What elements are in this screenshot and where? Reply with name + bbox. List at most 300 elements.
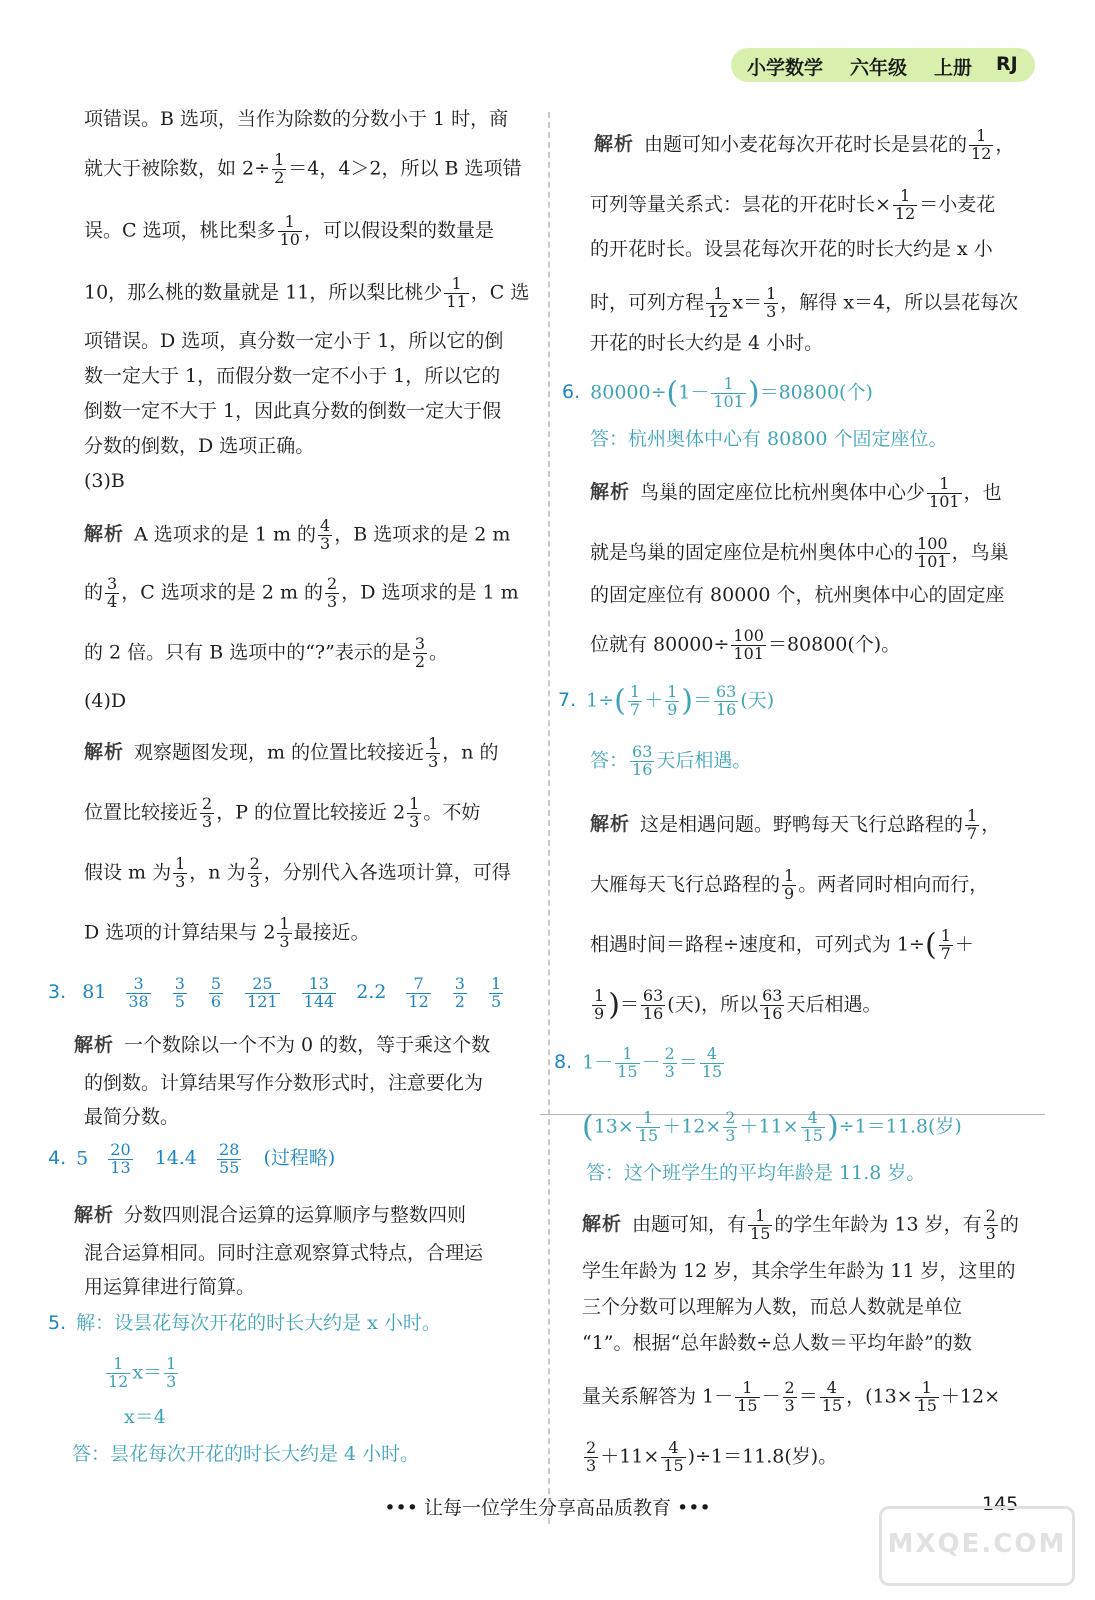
denominator: 38 <box>128 991 149 1011</box>
numerator: 1 <box>784 866 795 885</box>
text: ＋ <box>954 933 974 956</box>
text: 答： <box>590 749 629 772</box>
text: ， <box>995 133 1015 156</box>
text: 。两者同时相向而行， <box>798 873 989 896</box>
q5-line-1 <box>48 1314 441 1333</box>
numerator: 1 <box>735 1380 759 1398</box>
text: ＝ <box>619 993 639 1016</box>
question-number: 8. <box>554 1051 573 1074</box>
numerator: 1 <box>706 286 730 304</box>
q8-explanation-4: “1”。根据“总年龄数÷总人数＝平均年龄”的数 <box>582 1332 972 1354</box>
denominator: 3 <box>202 811 213 831</box>
denominator: 5 <box>490 991 502 1011</box>
question-number: 4. <box>48 1147 67 1170</box>
text: 分数四则混合运算的运算顺序与整数四则 <box>124 1204 467 1226</box>
fraction <box>723 1110 737 1145</box>
analysis-tag: 解析 <box>590 813 631 836</box>
denominator: 5 <box>174 991 185 1011</box>
numerator: 1 <box>594 986 605 1005</box>
denominator: 3 <box>279 931 290 951</box>
text: 就大于被除数，如 2÷ <box>84 157 271 180</box>
text: D 选项的计算结果与 2 <box>84 921 276 944</box>
numerator: 20 <box>110 1140 131 1159</box>
fraction <box>782 868 796 903</box>
answer-note: (过程略) <box>263 1147 336 1170</box>
q3-explanation-1 <box>74 1036 490 1055</box>
denominator: 2 <box>414 651 426 671</box>
paren: ( <box>614 683 626 719</box>
paren: ) <box>747 375 760 411</box>
denominator: 15 <box>750 1223 771 1243</box>
q8-explanation-3: 三个分数可以理解为人数，而总人数就是单位 <box>582 1296 963 1318</box>
column-divider <box>548 112 550 1524</box>
q3-answers <box>82 974 523 1011</box>
q3-answer-item <box>243 974 282 1011</box>
text: ，解得 x＝4，所以昙花每次 <box>780 291 1019 314</box>
text: 。不妨 <box>423 801 481 824</box>
page-number: 145 <box>982 1493 1019 1515</box>
fraction <box>413 636 427 671</box>
numerator: 4 <box>820 1380 844 1398</box>
left-line-3 <box>84 214 494 249</box>
left-line-17 <box>84 916 370 951</box>
numerator: 1 <box>667 682 678 701</box>
numerator: 4 <box>320 516 331 535</box>
numerator: 2 <box>327 574 338 593</box>
denominator: 3 <box>166 1371 177 1391</box>
right-line-4 <box>590 286 1018 321</box>
analysis-tag: 解析 <box>84 523 125 546</box>
fraction <box>325 576 339 611</box>
numerator: 1 <box>629 682 641 701</box>
numerator: 1 <box>893 188 917 206</box>
fraction <box>106 1356 130 1391</box>
fraction <box>628 684 642 719</box>
q3-answer-item <box>487 974 505 1011</box>
text: ＝小麦花 <box>919 193 996 216</box>
q8-explanation-1 <box>582 1208 1019 1243</box>
numerator: 100 <box>917 534 948 553</box>
q3-answer-item: 81 <box>82 981 107 1004</box>
fraction <box>731 628 766 663</box>
fraction <box>105 576 119 611</box>
question-number: 7. <box>558 689 577 712</box>
denominator: 15 <box>737 1395 758 1415</box>
text: 最接近。 <box>293 921 370 944</box>
text: 的 <box>84 581 104 604</box>
numerator: 4 <box>801 1110 825 1128</box>
numerator: 1 <box>278 214 302 232</box>
denominator: 13 <box>110 1157 131 1177</box>
text: 位就有 80000÷ <box>590 633 730 656</box>
numerator: 1 <box>636 1110 660 1128</box>
left-line-1: 项错误。B 选项，当作为除数的分数小于 1 时，商 <box>84 108 509 130</box>
q8-equation-1 <box>554 1046 726 1081</box>
numerator: 2 <box>664 1044 675 1063</box>
numerator: 2 <box>725 1108 736 1127</box>
numerator: 13 <box>302 976 337 994</box>
denominator: 10 <box>279 229 300 249</box>
numerator: 1 <box>274 150 285 169</box>
q4-explanation-3: 用运算律进行简算。 <box>84 1276 256 1298</box>
numerator: 2 <box>784 1378 795 1397</box>
text: 天后相遇。 <box>786 993 882 1016</box>
left-line-10 <box>84 518 510 553</box>
denominator: 16 <box>632 759 653 779</box>
text: ，也 <box>963 481 1002 504</box>
q7-answer <box>590 744 751 779</box>
header-badge <box>731 48 1035 82</box>
fraction <box>318 518 332 553</box>
numerator: 63 <box>762 986 783 1005</box>
text: 解：设昙花每次开花的时长大约是 x 小时。 <box>76 1312 441 1334</box>
q5-solution: x＝4 <box>124 1406 166 1428</box>
numerator: 2 <box>249 854 260 873</box>
numerator: 1 <box>915 1380 939 1398</box>
q8-explanation-6 <box>582 1440 837 1475</box>
q8-explanation-2: 学生年龄为 12 岁，其余学生年龄为 11 岁，这里的 <box>582 1260 1016 1282</box>
left-line-2 <box>84 152 522 187</box>
fraction <box>426 736 440 771</box>
fraction <box>272 152 286 187</box>
paren: ) <box>608 987 620 1023</box>
denominator: 15 <box>701 1061 723 1081</box>
fraction <box>969 128 993 163</box>
text: ＋12× <box>662 1115 722 1138</box>
numerator: 1 <box>969 128 993 146</box>
q7-explanation-3 <box>590 928 974 963</box>
text: 80000÷ <box>590 381 667 404</box>
fraction <box>584 1440 598 1475</box>
text: ＋ <box>644 689 664 712</box>
text: (天)，所以 <box>667 993 759 1016</box>
text: 1－ <box>582 1051 614 1074</box>
denominator: 3 <box>985 1223 996 1243</box>
denominator: 9 <box>784 883 795 903</box>
numerator: 1 <box>428 734 439 753</box>
denominator: 3 <box>586 1455 597 1475</box>
paren: ( <box>924 927 937 963</box>
analysis-tag: 解析 <box>84 741 125 764</box>
left-line-6: 数一定大于 1，而假分数一定不小于 1，所以它的 <box>84 365 501 387</box>
paren: ( <box>582 1109 594 1145</box>
denominator: 101 <box>713 391 744 411</box>
text: ，(13× <box>846 1385 913 1408</box>
text: ，C 选项求的是 2 m 的 <box>121 581 324 604</box>
analysis-tag: 解析 <box>590 481 631 504</box>
q8-explanation-5 <box>582 1380 1000 1415</box>
q8-equation-2 <box>582 1110 962 1145</box>
text: ＋12× <box>940 1385 1001 1408</box>
denominator: 3 <box>766 301 777 321</box>
paren: ) <box>826 1109 839 1145</box>
header-grade: 六年级 <box>850 57 908 79</box>
fraction <box>706 286 730 321</box>
text: ，鸟巢 <box>951 541 1009 564</box>
numerator: 1 <box>175 854 186 873</box>
denominator: 15 <box>663 1455 684 1475</box>
denominator: 3 <box>409 811 420 831</box>
denominator: 9 <box>594 1003 605 1023</box>
fraction <box>444 276 468 311</box>
text: ，C 选 <box>470 281 530 304</box>
text: ，n 的 <box>442 741 499 764</box>
left-line-8: 分数的倒数，D 选项正确。 <box>84 435 315 457</box>
text: 由题可知小麦花每次开花时长是昙花的 <box>644 133 968 156</box>
denominator: 12 <box>708 301 729 321</box>
question-number: 5. <box>48 1312 67 1334</box>
denominator: 15 <box>802 1125 823 1145</box>
q6-explanation-1 <box>590 476 1002 511</box>
fraction <box>665 684 679 719</box>
numerator: 1 <box>967 806 978 825</box>
denominator: 12 <box>408 991 429 1011</box>
denominator: 4 <box>107 591 118 611</box>
left-line-12 <box>84 636 448 671</box>
denominator: 16 <box>762 1003 783 1023</box>
text: 由题可知，有 <box>632 1213 747 1236</box>
fraction <box>277 916 291 951</box>
fraction <box>126 976 150 1011</box>
q4-answer-line <box>48 1142 335 1177</box>
q3-answer-item <box>404 974 432 1011</box>
fraction <box>217 1142 241 1177</box>
denominator: 3 <box>428 751 439 771</box>
text: 观察题图发现，m 的位置比较接近 <box>134 741 425 764</box>
text: 。 <box>429 641 449 664</box>
numerator: 3 <box>454 974 465 993</box>
fraction <box>453 976 467 1011</box>
q3-answer-item <box>300 974 339 1011</box>
numerator: 1 <box>711 376 746 394</box>
numerator: 1 <box>409 794 420 813</box>
q6-explanation-2 <box>590 536 1009 571</box>
denominator: 9 <box>667 699 678 719</box>
question-number: 6. <box>562 381 581 404</box>
denominator: 3 <box>784 1395 795 1415</box>
text: 相遇时间＝路程÷速度和，可列式为 1÷ <box>590 933 925 956</box>
fraction <box>748 1208 772 1243</box>
left-line-15 <box>84 796 480 831</box>
numerator: 3 <box>174 974 185 993</box>
fraction <box>641 988 665 1023</box>
denominator: 3 <box>327 591 338 611</box>
numerator: 63 <box>716 682 737 701</box>
fraction <box>711 376 746 411</box>
denominator: 121 <box>247 991 278 1011</box>
denominator: 7 <box>967 823 978 843</box>
fraction <box>735 1380 759 1415</box>
denominator: 101 <box>733 643 764 663</box>
left-line-4 <box>84 276 529 311</box>
text: ＋11× <box>739 1115 799 1138</box>
text: ＝4，4＞2，所以 B 选项错 <box>288 157 522 180</box>
watermark-logo: MXQE.COM <box>879 1506 1075 1586</box>
q7-explanation-4 <box>590 988 881 1023</box>
fraction <box>302 976 337 1011</box>
header-subject: 小学数学 <box>747 57 824 79</box>
fraction <box>764 286 778 321</box>
fraction <box>278 214 302 249</box>
numerator: 63 <box>632 742 653 761</box>
denominator: 16 <box>716 699 737 719</box>
fraction <box>636 1110 660 1145</box>
q5-answer: 答：昙花每次开花的时长大约是 4 小时。 <box>72 1443 420 1465</box>
numerator: 1 <box>106 1356 130 1374</box>
text: 1÷ <box>586 689 615 712</box>
numerator: 3 <box>414 634 426 653</box>
right-line-5: 开花的时长大约是 4 小时。 <box>590 332 824 354</box>
q3-explanation-2: 的倒数。计算结果写作分数形式时，注意要化为 <box>84 1072 484 1094</box>
analysis-tag: 解析 <box>594 133 635 156</box>
numerator: 1 <box>444 276 468 294</box>
q6-explanation-4 <box>590 628 900 663</box>
numerator: 1 <box>940 926 951 945</box>
numerator: 7 <box>406 976 430 994</box>
text: (天) <box>740 689 775 712</box>
fraction <box>663 1046 677 1081</box>
text: 可列等量关系式：昙花的开花时长× <box>590 193 891 216</box>
text: 1－ <box>678 381 710 404</box>
q3-answer-item <box>451 974 469 1011</box>
text: )÷1＝11.8(岁)。 <box>687 1445 838 1468</box>
numerator: 3 <box>126 976 150 994</box>
denominator: 12 <box>894 203 916 223</box>
text: A 选项求的是 1 m 的 <box>134 523 317 546</box>
fraction <box>248 856 262 891</box>
right-line-1 <box>594 128 1014 163</box>
denominator: 144 <box>303 991 335 1011</box>
text: 就是鸟巢的固定座位是杭州奥体中心的 <box>590 541 914 564</box>
numerator: 100 <box>733 626 764 645</box>
text: 鸟巢的固定座位比杭州奥体中心少 <box>640 481 926 504</box>
text: 的学生年龄为 13 岁，有 <box>774 1213 982 1236</box>
fraction <box>700 1046 724 1081</box>
fraction <box>965 808 979 843</box>
numerator: 63 <box>642 986 664 1005</box>
numerator: 1 <box>748 1208 772 1226</box>
q6-explanation-3: 的固定座位有 80000 个，杭州奥体中心的固定座 <box>590 584 1005 606</box>
q7-explanation-1 <box>590 808 1000 843</box>
text: ÷1＝11.8(岁) <box>838 1115 962 1138</box>
q5-equation <box>104 1356 180 1391</box>
denominator: 55 <box>219 1157 240 1177</box>
numerator: 2 <box>202 794 213 813</box>
fraction <box>630 744 654 779</box>
text: 的 2 倍。只有 B 选项中的“?”表示的是 <box>84 641 411 664</box>
denominator: 2 <box>274 167 285 187</box>
text: ，D 选项求的是 1 m <box>341 581 519 604</box>
text: 的 <box>999 1213 1019 1236</box>
denominator: 15 <box>637 1125 659 1145</box>
numerator: 4 <box>661 1440 685 1458</box>
denominator: 3 <box>664 1061 675 1081</box>
denominator: 3 <box>249 871 260 891</box>
text: ，分别代入各选项计算，可得 <box>263 861 511 884</box>
text: － <box>641 1051 661 1074</box>
numerator: 2 <box>985 1206 996 1225</box>
q7-explanation-2 <box>590 868 988 903</box>
fraction <box>592 988 606 1023</box>
answer: 14.4 <box>154 1147 197 1170</box>
fraction <box>820 1380 844 1415</box>
q7-equation <box>558 684 774 719</box>
text: 13× <box>593 1115 634 1138</box>
fraction <box>489 976 503 1011</box>
numerator: 1 <box>166 1354 177 1373</box>
right-line-3: 的开花时长。设昙花每次开花的时长大约是 x 小 <box>590 238 993 260</box>
denominator: 15 <box>916 1395 937 1415</box>
question-number: 3. <box>48 981 67 1004</box>
fraction <box>783 1380 797 1415</box>
text: ＝ <box>678 1051 698 1074</box>
text: 误。C 选项，桃比梨多 <box>84 219 276 242</box>
text: ＝ <box>692 689 712 712</box>
sub-answer-4: (4)D <box>84 690 127 712</box>
left-line-14 <box>84 736 499 771</box>
fraction <box>939 928 953 963</box>
numerator: 4 <box>700 1046 724 1064</box>
denominator: 6 <box>210 991 222 1011</box>
fraction <box>661 1440 685 1475</box>
numerator: 28 <box>219 1140 240 1159</box>
denominator: 3 <box>725 1125 736 1145</box>
fraction <box>173 856 187 891</box>
fraction <box>406 976 430 1011</box>
answer: 5 <box>76 1147 89 1170</box>
fraction <box>245 976 280 1011</box>
fraction <box>714 684 738 719</box>
text: 位置比较接近 <box>84 801 199 824</box>
left-line-5: 项错误。D 选项，真分数一定小于 1，所以它的倒 <box>84 330 504 352</box>
text: ＝80800(个)。 <box>767 633 901 656</box>
denominator: 2 <box>454 991 465 1011</box>
analysis-tag: 解析 <box>582 1213 623 1236</box>
right-line-2 <box>590 188 995 223</box>
text: ＋11× <box>600 1445 660 1468</box>
numerator: 1 <box>927 476 962 494</box>
q6-answer: 答：杭州奥体中心有 80800 个固定座位。 <box>590 428 948 450</box>
q8-answer: 答：这个班学生的平均年龄是 11.8 岁。 <box>586 1162 926 1184</box>
q3-answer-item <box>124 974 152 1011</box>
text: 大雁每天飞行总路程的 <box>590 873 781 896</box>
numerator: 2 <box>586 1438 597 1457</box>
denominator: 15 <box>617 1061 638 1081</box>
text: 10，那么桃的数量就是 11，所以梨比桃少 <box>84 281 443 304</box>
text: 量关系解答为 1－ <box>582 1385 734 1408</box>
paren: ( <box>666 375 679 411</box>
denominator: 3 <box>320 533 331 553</box>
denominator: 7 <box>940 943 951 963</box>
denominator: 101 <box>929 491 960 511</box>
text: 假设 m 为 <box>84 861 172 884</box>
denominator: 11 <box>446 291 467 311</box>
fraction <box>801 1110 825 1145</box>
q3-answer-line <box>48 976 523 1011</box>
numerator: 5 <box>210 974 222 993</box>
numerator: 25 <box>245 976 280 994</box>
denominator: 101 <box>917 551 948 571</box>
footer-slogan: ••• 让每一位学生分享高品质教育 ••• <box>384 1497 711 1519</box>
denominator: 15 <box>821 1395 843 1415</box>
q3-answer-item: 2.2 <box>356 981 387 1004</box>
text: ，n 为 <box>189 861 246 884</box>
fraction <box>984 1208 998 1243</box>
text: ＝80800(个) <box>759 381 873 404</box>
numerator: 1 <box>490 974 502 993</box>
left-line-11 <box>84 576 519 611</box>
text: ，B 选项求的是 2 m <box>334 523 511 546</box>
